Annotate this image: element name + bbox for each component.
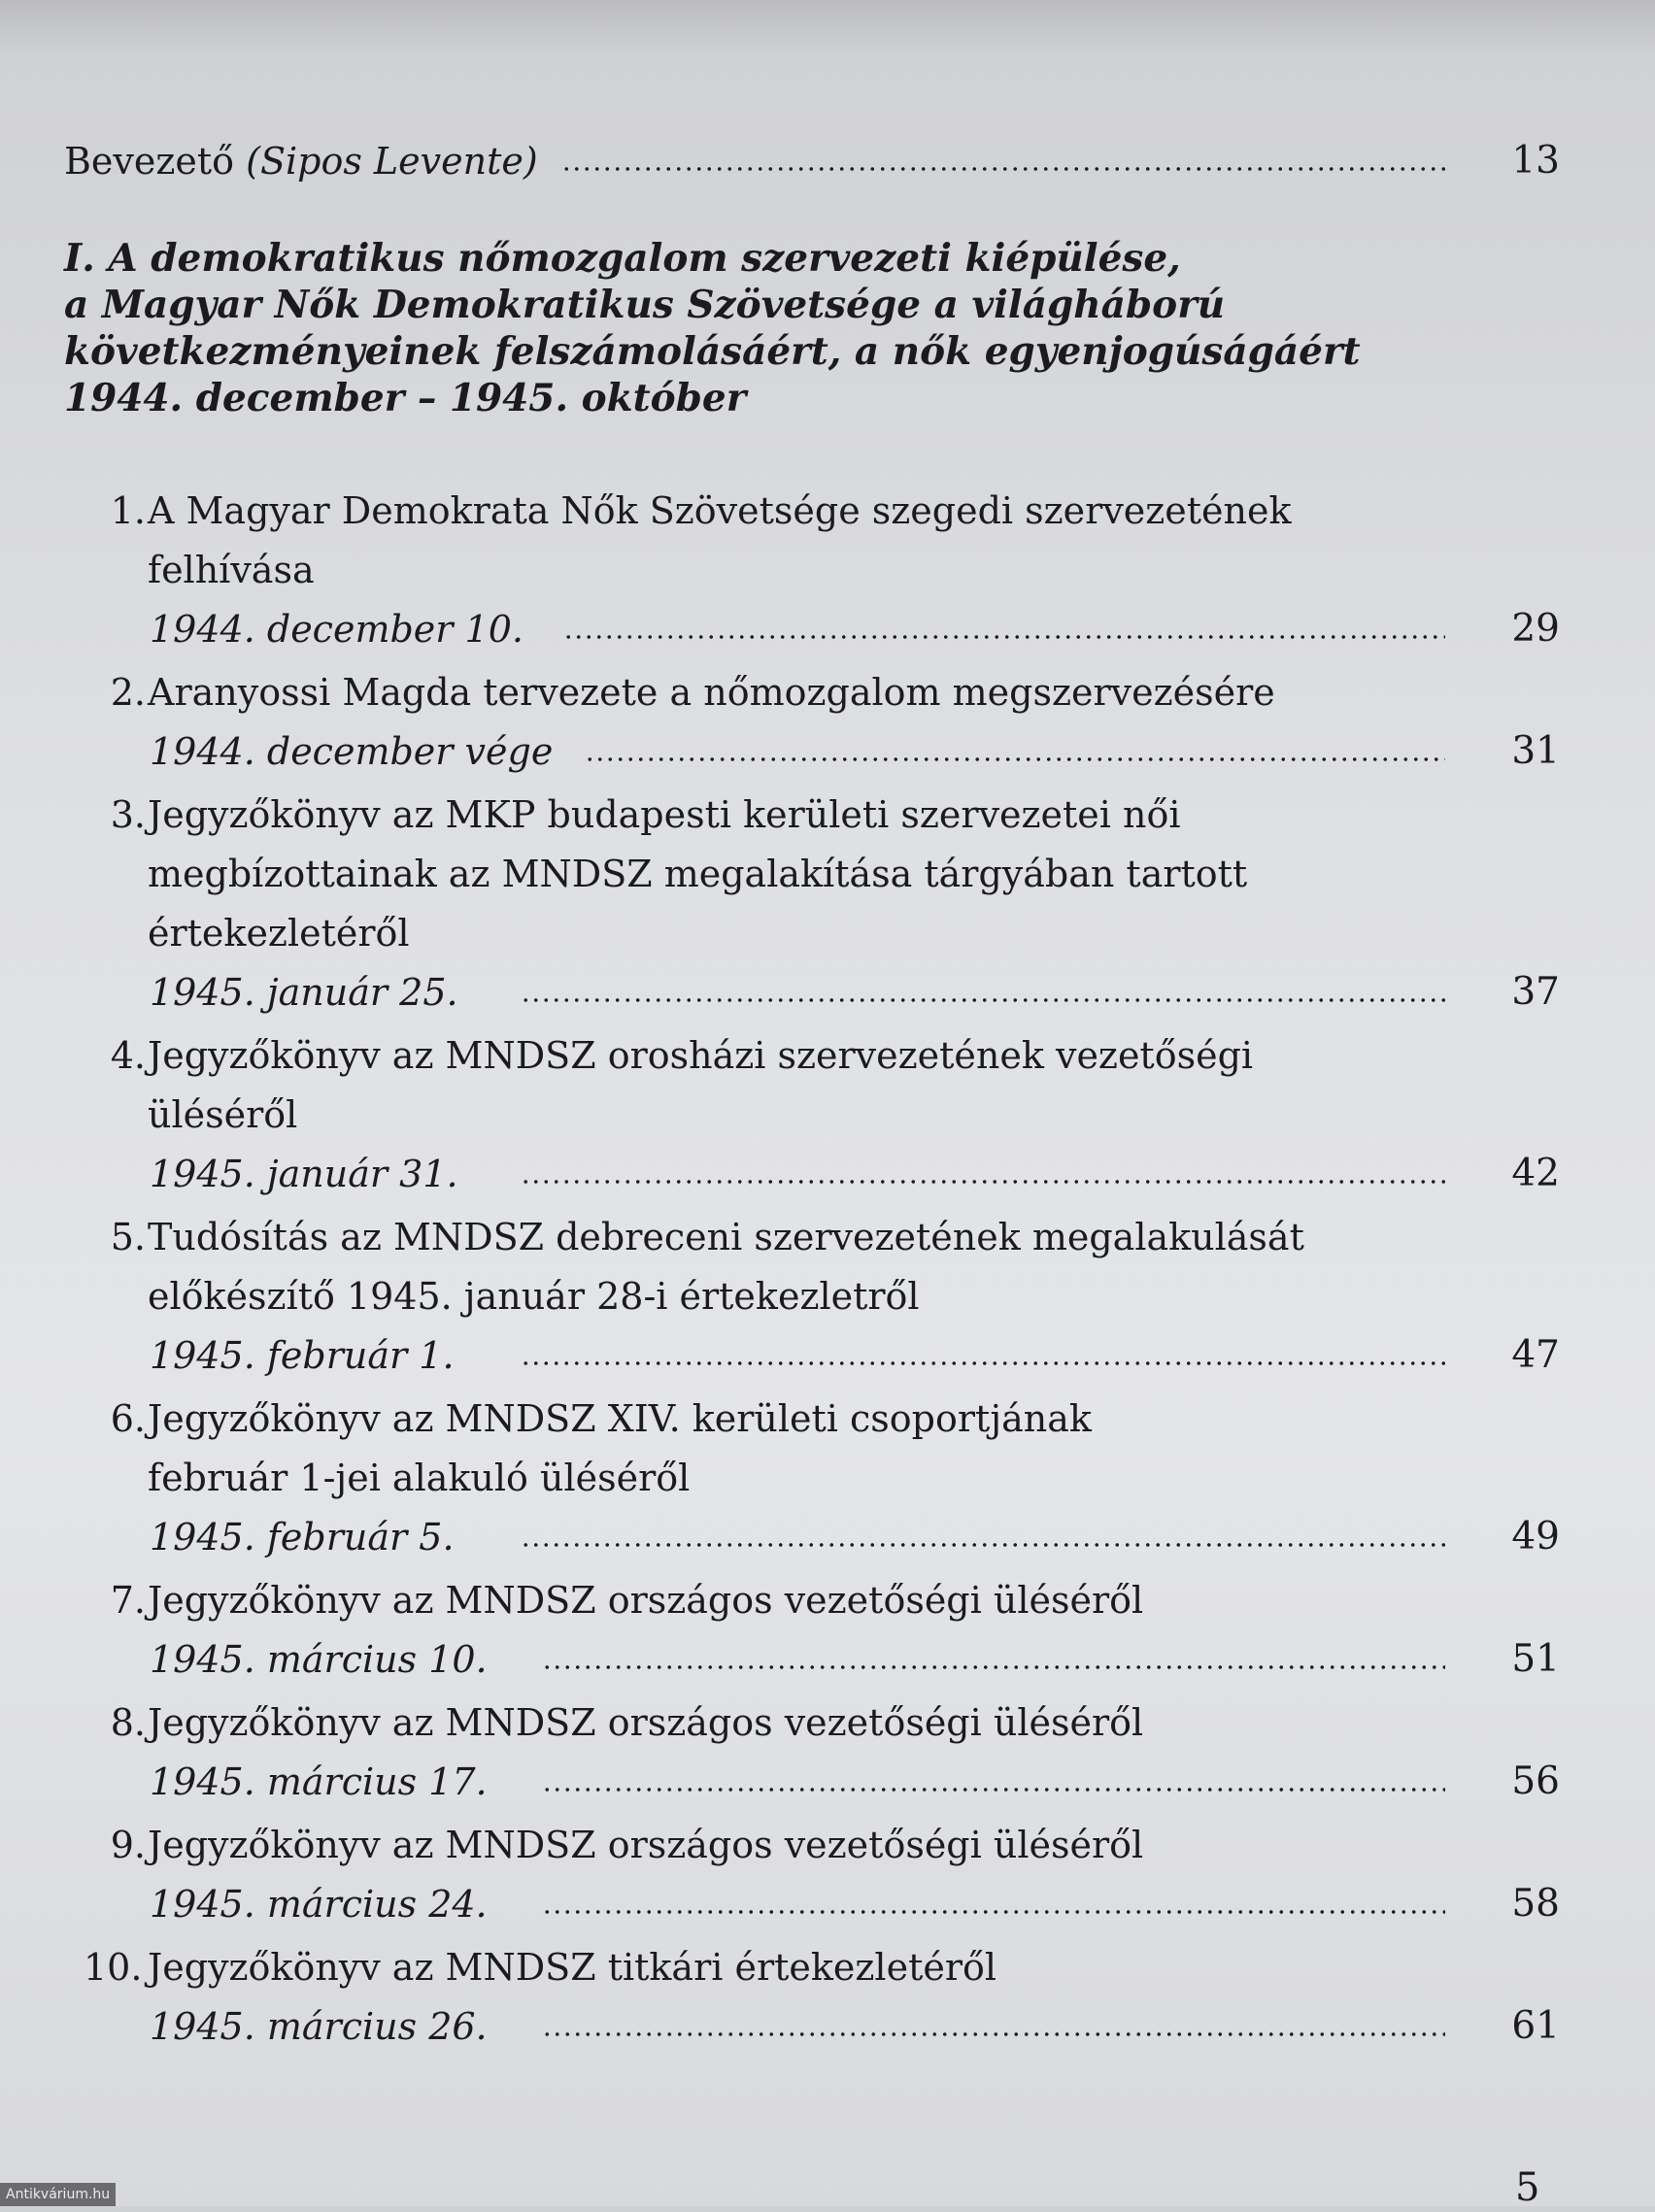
toc-entry-title-row: [0, 1208, 1655, 1266]
toc-entry-title: üléséről: [148, 1093, 298, 1136]
section-heading-line: következményeinek felszámolásáért, a nők egyenjogúságáért: [64, 329, 1361, 374]
toc-entry-number: 3.: [110, 793, 146, 836]
toc-entry-title: előkészítő 1945. január 28-i értekezletről: [148, 1275, 920, 1318]
toc-entry-title: Tudósítás az MNDSZ debreceni szervezetének megalakulását: [148, 1216, 1304, 1258]
toc-entry-title-row: [0, 1390, 1655, 1448]
toc-entry-title: A Magyar Demokrata Nők Szövetsége szegedi szervezetének: [148, 489, 1292, 532]
leader-dots: [521, 1180, 1445, 1184]
toc-intro-row: [0, 132, 1655, 190]
toc-entry-title: Jegyzőkönyv az MNDSZ orosházi szervezetének vezetőségi: [148, 1034, 1254, 1077]
toc-entry-page-number: 51: [1511, 1637, 1560, 1681]
toc-entry-page-number: 61: [1511, 2004, 1560, 2048]
toc-entry-date: 1945. március 26.: [150, 2005, 488, 2048]
toc-entry-page-number: 29: [1511, 607, 1560, 651]
toc-entry-title: Jegyzőkönyv az MNDSZ országos vezetőségi üléséről: [148, 1701, 1144, 1744]
intro-label: Bevezető (Sipos Levente): [64, 140, 538, 183]
toc-entry-number: 1.: [110, 489, 146, 532]
toc-entry-title-row: [0, 1571, 1655, 1629]
toc-entry-title-row: [0, 904, 1655, 962]
toc-entry-date: 1945. január 31.: [150, 1153, 458, 1195]
toc-entry-date-row: [0, 600, 1655, 658]
toc-entry-date-row: [0, 1508, 1655, 1566]
toc-entry-date: 1945. március 10.: [150, 1638, 488, 1681]
toc-entry-number: 5.: [110, 1216, 146, 1258]
toc-entry-title: február 1-jei alakuló üléséről: [148, 1457, 691, 1499]
toc-entry-page-number: 37: [1511, 970, 1560, 1014]
toc-entry-title-row: [0, 786, 1655, 844]
toc-entry-page-number: 42: [1511, 1152, 1560, 1195]
toc-entry-page-number: 49: [1511, 1515, 1560, 1558]
toc-entry-page-number: 31: [1511, 729, 1560, 773]
intro-page-number: 13: [1511, 139, 1560, 183]
section-heading-line: I. A demokratikus nőmozgalom szervezeti kiépülése,: [64, 236, 1181, 281]
toc-entry-title: értekezletéről: [148, 912, 410, 955]
toc-entry-date: 1945. március 17.: [150, 1760, 488, 1803]
toc-entry-date-row: [0, 722, 1655, 781]
leader-dots: [542, 2032, 1445, 2036]
toc-entry-title: felhívása: [148, 549, 315, 591]
toc-entry-title-row: [0, 1026, 1655, 1085]
toc-entry-date-row: [0, 1753, 1655, 1811]
toc-entry-title-row: [0, 1816, 1655, 1874]
toc-entry-date-row: [0, 1145, 1655, 1203]
toc-entry-title-row: [0, 1267, 1655, 1325]
toc-entry-date-row: [0, 963, 1655, 1022]
leader-dots: [521, 1543, 1445, 1547]
toc-entry-number: 6.: [110, 1397, 146, 1440]
toc-entry-title-row: [0, 1086, 1655, 1144]
section-heading-line: 1944. december – 1945. október: [64, 376, 747, 420]
leader-dots: [521, 998, 1445, 1002]
toc-entry-number: 10.: [84, 1946, 143, 1989]
toc-entry-date: 1944. december 10.: [150, 608, 524, 651]
page-shadow: [0, 0, 1655, 58]
toc-entry-title-row: [0, 845, 1655, 903]
leader-dots: [542, 1910, 1445, 1914]
leader-dots: [563, 635, 1445, 639]
toc-entry-title: megbízottainak az MNDSZ megalakítása tárgyában tartott: [148, 853, 1248, 895]
toc-entry-date: 1945. február 1.: [150, 1334, 455, 1377]
section-heading: [64, 235, 1521, 421]
toc-entry-title: Jegyzőkönyv az MNDSZ országos vezetőségi üléséről: [148, 1579, 1144, 1622]
toc-entry-date-row: [0, 1326, 1655, 1385]
leader-dots: [521, 1361, 1445, 1365]
toc-entry-number: 7.: [110, 1579, 146, 1622]
leader-dots: [585, 757, 1445, 761]
leader-dots: [542, 1788, 1445, 1792]
toc-entry-page-number: 47: [1511, 1333, 1560, 1377]
toc-entry-date: 1944. december vége: [150, 730, 554, 773]
toc-entry-number: 2.: [110, 671, 146, 714]
leader-dots: [542, 1665, 1445, 1669]
toc-entry-title: Jegyzőkönyv az MKP budapesti kerületi szervezetei női: [148, 793, 1181, 836]
toc-entry-date: 1945. január 25.: [150, 971, 458, 1014]
section-heading-line: a Magyar Nők Demokratikus Szövetsége a világháború: [64, 283, 1226, 327]
toc-entry-title: Jegyzőkönyv az MNDSZ országos vezetőségi üléséről: [148, 1824, 1144, 1866]
toc-entry-number: 4.: [110, 1034, 146, 1077]
toc-entry-title-row: [0, 482, 1655, 540]
toc-entry-date-row: [0, 1875, 1655, 1933]
toc-entry-title-row: [0, 1693, 1655, 1752]
intro-author: (Sipos Levente): [246, 140, 538, 183]
toc-entry-title-row: [0, 1449, 1655, 1507]
toc-entry-page-number: 58: [1511, 1882, 1560, 1926]
toc-entry-title-row: [0, 541, 1655, 599]
watermark: Antikvárium.hu: [0, 2183, 116, 2206]
toc-entry-title-row: [0, 663, 1655, 721]
toc-entry-date-row: [0, 1997, 1655, 2056]
toc-entry-title-row: [0, 1938, 1655, 1996]
toc-entry-title: Jegyzőkönyv az MNDSZ XIV. kerületi csoportjának: [148, 1397, 1092, 1440]
toc-entry-number: 9.: [110, 1824, 146, 1866]
page-number: 5: [1515, 2165, 1540, 2210]
toc-entry-number: 8.: [110, 1701, 146, 1744]
toc-entry-date: 1945. március 24.: [150, 1883, 488, 1926]
toc-entry-date-row: [0, 1630, 1655, 1689]
toc-entry-title: Aranyossi Magda tervezete a nőmozgalom megszervezésére: [148, 671, 1275, 714]
toc-entry-date: 1945. február 5.: [150, 1516, 455, 1558]
toc-entry-title: Jegyzőkönyv az MNDSZ titkári értekezletéről: [148, 1946, 997, 1989]
leader-dots: [561, 167, 1445, 171]
toc-entry-page-number: 56: [1511, 1760, 1560, 1803]
